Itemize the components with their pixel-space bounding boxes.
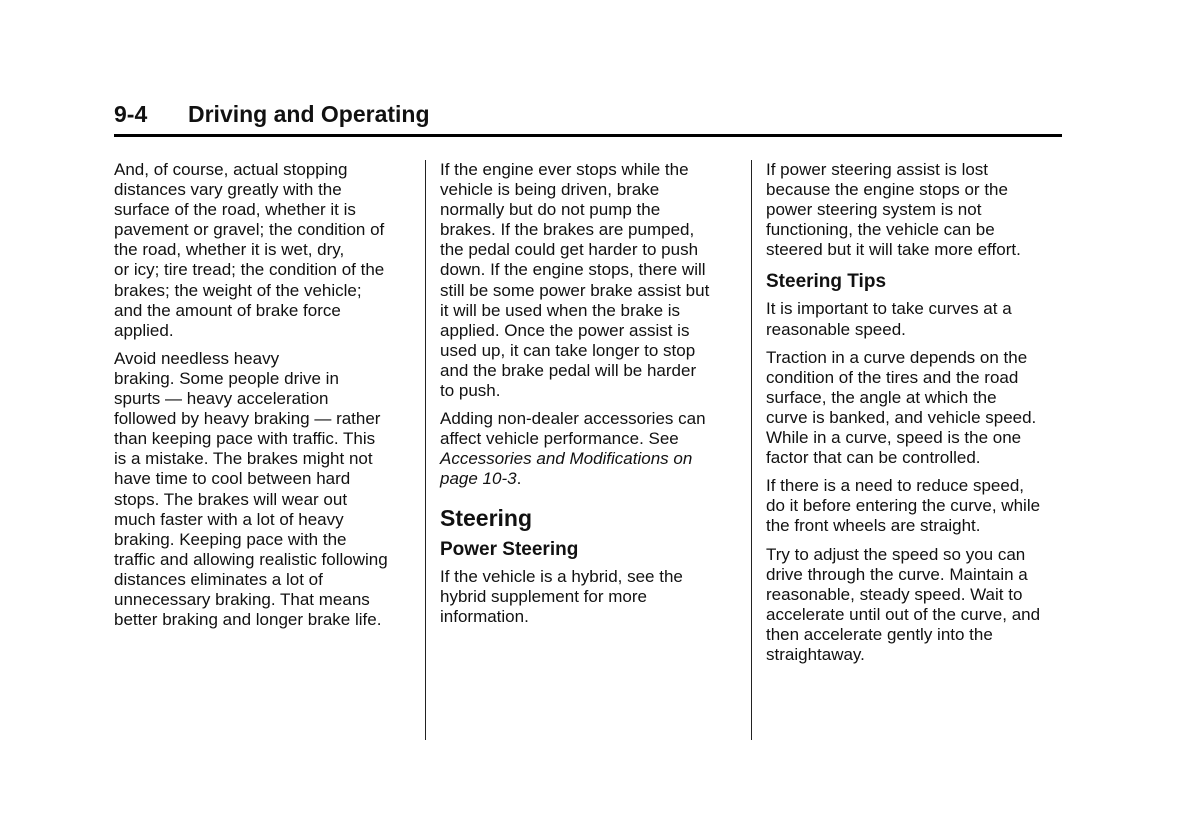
text-line: the front wheels are straight. bbox=[766, 516, 981, 536]
paragraph-adjust-speed bbox=[766, 545, 1066, 666]
text-line: affect vehicle performance. See bbox=[440, 429, 679, 449]
text-line: still be some power brake assist but bbox=[440, 280, 710, 300]
column-divider-left bbox=[425, 160, 426, 740]
text-line: functioning, the vehicle can be bbox=[766, 220, 995, 240]
text-line: straightaway. bbox=[766, 644, 865, 664]
text-line: because the engine stops or the bbox=[766, 180, 1008, 200]
column-left bbox=[114, 160, 414, 638]
period: . bbox=[516, 469, 522, 489]
text-line: steered but it will take more effort. bbox=[766, 240, 1021, 260]
text-line: better braking and longer brake life. bbox=[114, 610, 382, 630]
text-line: spurts — heavy acceleration bbox=[114, 389, 329, 409]
text-line bbox=[440, 469, 740, 489]
paragraph-engine-stops bbox=[440, 160, 740, 401]
text-line: traffic and allowing realistic following bbox=[114, 549, 388, 569]
text-line: If the vehicle is a hybrid, see the bbox=[440, 566, 683, 586]
text-line bbox=[440, 449, 740, 469]
paragraph-stopping-distances bbox=[114, 160, 414, 341]
text-line: or icy; tire tread; the condition of the bbox=[114, 260, 385, 280]
paragraph-heavy-braking bbox=[114, 349, 414, 630]
text-line: Adding non-dealer accessories can bbox=[440, 409, 706, 429]
page-header bbox=[114, 100, 1062, 137]
text-line: it will be used when the brake is bbox=[440, 300, 681, 320]
text-line: information. bbox=[440, 606, 529, 626]
text-line: surface, the angle at which the bbox=[766, 387, 997, 407]
text-line: It is important to take curves at a bbox=[766, 299, 1012, 319]
text-line: down. If the engine stops, there will bbox=[440, 260, 706, 280]
heading-steering-tips: Steering Tips bbox=[766, 271, 887, 293]
text-line: to push. bbox=[440, 381, 501, 401]
text-line: surface of the road, whether it is bbox=[114, 200, 356, 220]
cross-reference-link[interactable]: Accessories and Modifications on bbox=[440, 449, 693, 469]
text-line: vehicle is being driven, brake bbox=[440, 180, 660, 200]
text-line: reasonable speed. bbox=[766, 319, 906, 339]
text-line: and the brake pedal will be harder bbox=[440, 360, 697, 380]
text-line: stops. The brakes will wear out bbox=[114, 489, 348, 509]
heading-steering: Steering bbox=[440, 504, 533, 531]
paragraph-hybrid bbox=[440, 567, 740, 627]
text-line: Traction in a curve depends on the bbox=[766, 347, 1028, 367]
text-line: applied. bbox=[114, 320, 174, 340]
text-line: much faster with a lot of heavy bbox=[114, 509, 344, 529]
text-line: If there is a need to reduce speed, bbox=[766, 476, 1025, 496]
text-line: condition of the tires and the road bbox=[766, 367, 1019, 387]
text-line: pavement or gravel; the condition of bbox=[114, 220, 385, 240]
text-line: then accelerate gently into the bbox=[766, 624, 993, 644]
text-line: If power steering assist is lost bbox=[766, 160, 989, 179]
column-right bbox=[766, 160, 1066, 673]
text-line: Try to adjust the speed so you can bbox=[766, 544, 1026, 564]
text-line: braking. Keeping pace with the bbox=[114, 529, 347, 549]
text-line: brakes. If the brakes are pumped, bbox=[440, 220, 695, 240]
paragraph-steering-assist-lost bbox=[766, 160, 1066, 260]
column-divider-right bbox=[751, 160, 752, 740]
section-title: Driving and Operating bbox=[188, 101, 430, 127]
text-line: the road, whether it is wet, dry, bbox=[114, 240, 345, 260]
text-line: unnecessary braking. That means bbox=[114, 589, 370, 609]
text-line: distances vary greatly with the bbox=[114, 180, 342, 200]
text-line: accelerate until out of the curve, and bbox=[766, 604, 1041, 624]
text-line: normally but do not pump the bbox=[440, 200, 661, 220]
text-line: And, of course, actual stopping bbox=[114, 160, 348, 179]
text-line: If the engine ever stops while the bbox=[440, 160, 689, 179]
paragraph-accessories bbox=[440, 409, 740, 489]
text-line: the pedal could get harder to push bbox=[440, 240, 699, 260]
paragraph-curves-speed bbox=[766, 299, 1066, 339]
text-line: than keeping pace with traffic. This bbox=[114, 429, 376, 449]
text-line: While in a curve, speed is the one bbox=[766, 428, 1022, 448]
text-line: curve is banked, and vehicle speed. bbox=[766, 407, 1037, 427]
text-line: power steering system is not bbox=[766, 200, 982, 220]
text-line: factor that can be controlled. bbox=[766, 448, 981, 468]
text-line: Avoid needless heavy bbox=[114, 348, 280, 368]
paragraph-traction bbox=[766, 348, 1066, 469]
text-line: braking. Some people drive in bbox=[114, 368, 339, 388]
paragraph-reduce-speed bbox=[766, 476, 1066, 536]
column-middle bbox=[440, 160, 740, 635]
page-number: 9-4 bbox=[114, 101, 148, 127]
text-line: drive through the curve. Maintain a bbox=[766, 564, 1028, 584]
text-line: do it before entering the curve, while bbox=[766, 496, 1041, 516]
cross-reference-page-link[interactable]: page 10-3 bbox=[440, 469, 517, 489]
text-line: reasonable, steady speed. Wait to bbox=[766, 584, 1023, 604]
text-line: used up, it can take longer to stop bbox=[440, 340, 696, 360]
text-line: distances eliminates a lot of bbox=[114, 569, 323, 589]
text-line: followed by heavy braking — rather bbox=[114, 409, 381, 429]
text-line: is a mistake. The brakes might not bbox=[114, 449, 373, 469]
text-line: applied. Once the power assist is bbox=[440, 320, 690, 340]
text-line: and the amount of brake force bbox=[114, 300, 341, 320]
text-line: brakes; the weight of the vehicle; bbox=[114, 280, 362, 300]
text-line: hybrid supplement for more bbox=[440, 586, 647, 606]
heading-power-steering: Power Steering bbox=[440, 538, 579, 560]
text-line: have time to cool between hard bbox=[114, 469, 351, 489]
